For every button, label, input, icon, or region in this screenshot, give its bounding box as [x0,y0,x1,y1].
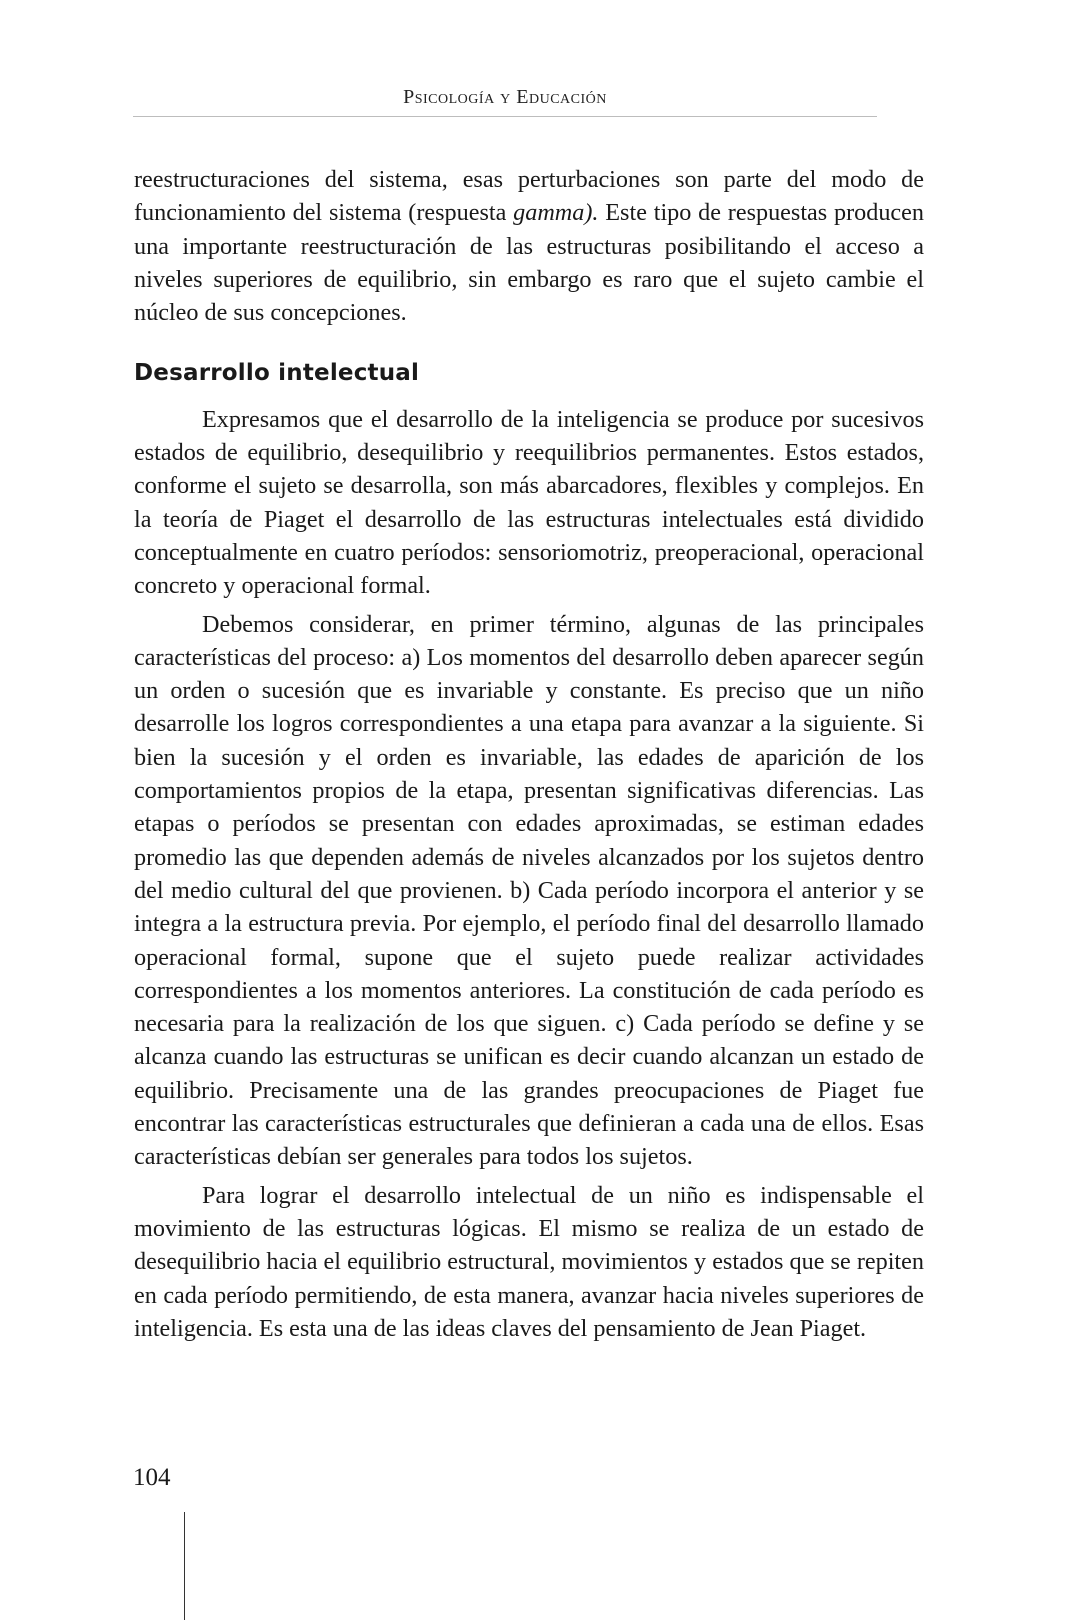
paragraph: Expresamos que el desarrollo de la inteligencia se produce por sucesivos estados de equilibrio, desequilibrio y reequilibrios permanentes. Estos estados, conforme el sujeto se desarrolla, son más abarcadores, flexibles y complejos. En la teoría de Piaget el desarrollo de las estructuras intelectuales está dividido conceptualmente en cuatro períodos: sensoriomotriz, preoperacional, operacional concreto y operacional formal. [134,405,924,600]
paragraph: Para lograr el desarrollo intelectual de un niño es indispensable el movimiento de las estructuras lógicas. El mismo se realiza de un estado de desequilibrio hacia el equilibrio estructural, movimientos y estados que se repiten en cada período permitiendo, de esta manera, avanzar hacia niveles superiores de inteligencia. Es esta una de las ideas claves del pensamiento de Jean Piaget. [134,1181,924,1342]
continuation-paragraph [134,163,924,329]
paragraph: Debemos considerar, en primer término, algunas de las principales características del proceso: a) Los momentos del desarrollo deben aparecer según un orden o sucesión que es invariable y constante. Es preciso que un niño desarrolle los logros correspondientes a una etapa para avanzar a la siguiente. Si bien la sucesión y el orden es invariable, las edades de aparición de los comportamientos propios de la etapa, presentan significativas diferencias. Las etapas o períodos se presentan con edades aproximadas, se estiman edades promedio las que dependen además de niveles alcanzados por los sujetos dentro del medio cultural del que provienen. b) Cada período incorpora el anterior y se integra a la estructura previa. Por ejemplo, el período final del desarrollo llamado operacional formal, supone que el sujeto puede realizar actividades correspondientes a los momentos anteriores. La constitución de cada período es necesaria para la realización de los que siguen. c) Cada período se define y se alcanza cuando las estructuras se unifican es decir cuando alcanzan un estado de equilibrio. Precisamente una de las grandes preocupaciones de Piaget fue encontrar las características estructurales que definieran a cada una de ellos. Esas características debían ser generales para todos los sujetos. [134,610,924,1171]
running-header-title: Psicología y Educación [403,86,607,108]
page-number: 104 [133,1464,171,1491]
page-body [134,163,924,1345]
text-run: Este tipo de respuestas producen una importante reestructuración de las estructuras posibilitando el acceso a niveles superiores de equilibrio, sin embargo es raro que el sujeto cambie el núcleo de sus concepciones. [134,199,924,327]
header-rule [133,116,877,117]
text-run: reestructuraciones del sistema, esas perturbaciones son parte del modo de funcionamiento del sistema (respuesta [134,166,924,227]
italic-term: gamma). [513,199,599,227]
folio-vertical-rule [184,1512,185,1620]
section-heading: Desarrollo intelectual [134,360,420,387]
